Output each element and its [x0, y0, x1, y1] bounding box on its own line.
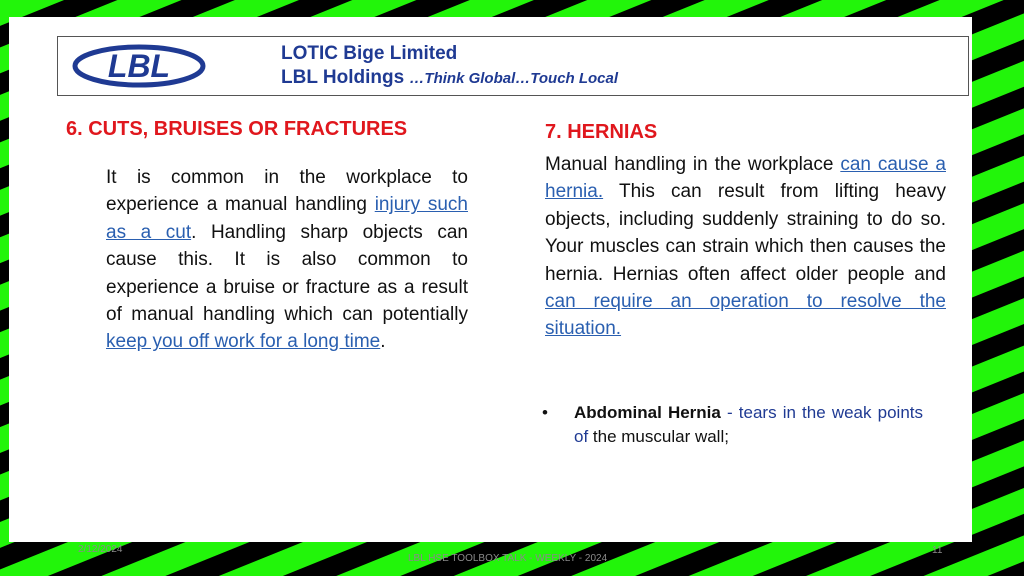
link-operation[interactable]: can require an operation to resolve the situation.: [545, 291, 946, 340]
paragraph-hernias-text-1: Manual handling in the workplace: [545, 154, 841, 175]
slide-canvas: [9, 17, 972, 542]
link-injury-cut[interactable]: injury such as a cut: [106, 194, 468, 243]
paragraph-cuts: [106, 164, 468, 356]
bullet-term: Abdominal Hernia: [574, 403, 721, 422]
footer-page-number: 11: [932, 545, 943, 556]
company-line-2: [281, 66, 618, 91]
paragraph-cuts-text-1: It is common in the workplace to experience a manual handling: [106, 167, 468, 216]
paragraph-hernias-text-2: This can result from lifting heavy objects, including suddenly straining to do so. Your muscles can strain which then causes the hernia. Hernias often affect older people and: [545, 181, 946, 285]
holdings-name: LBL Holdings: [281, 67, 405, 88]
company-line-1: LOTIC Bige Limited: [281, 43, 458, 64]
logo-lettering: LBL: [107, 48, 171, 84]
footer-title: LBL HSE TOOLBOX TALK - WEEKLY - 2024: [408, 553, 608, 564]
lbl-logo: [72, 43, 206, 89]
heading-cuts-bruises: 6. CUTS, BRUISES OR FRACTURES: [66, 118, 408, 140]
company-name: [281, 42, 618, 91]
bullet-text-2: the muscular wall;: [588, 427, 729, 446]
bullet-dot: •: [542, 403, 548, 422]
paragraph-cuts-text-3: .: [380, 331, 386, 353]
footer-date: 2/12/2024: [78, 544, 123, 555]
tagline: …Think Global…Touch Local: [409, 70, 619, 87]
header-banner: [57, 36, 969, 96]
link-off-work[interactable]: keep you off work for a long time: [106, 331, 381, 353]
heading-hernias: 7. HERNIAS: [545, 121, 658, 143]
link-hernia[interactable]: can cause a hernia.: [545, 154, 946, 203]
paragraph-cuts-text-2: . Handling sharp objects can cause this. It is also common to experience a bruise or fracture as a result of manual handling which can potentially: [106, 221, 468, 326]
paragraph-hernias: [545, 151, 946, 343]
bullet-abdominal-hernia: [542, 401, 923, 449]
bullet-text-1: - tears in the weak points of: [574, 403, 923, 446]
